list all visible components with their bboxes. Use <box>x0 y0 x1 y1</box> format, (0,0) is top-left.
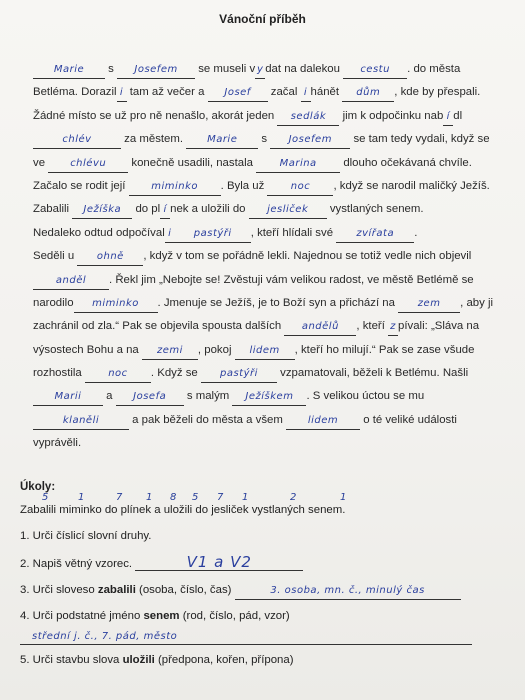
answer-blank: í <box>160 204 170 219</box>
answer-blank: zem <box>398 298 460 313</box>
answer-blank: Josefa <box>116 391 184 406</box>
answer-blank: noc <box>85 368 151 383</box>
story-line-9 <box>33 245 503 268</box>
task-2-answer: V1 a V2 <box>135 556 303 571</box>
story-text-segment: začal <box>270 86 298 99</box>
story-line-3 <box>33 105 503 128</box>
answer-blank: cestu <box>343 64 407 79</box>
answer-blank: pastýři <box>175 228 251 243</box>
story-text-segment: tam až večer a <box>129 86 205 99</box>
word-class-number: 8 <box>170 492 177 503</box>
story-line-16 <box>33 409 503 432</box>
story-text-segment: hánět <box>310 86 340 99</box>
story-text-segment: vystlaných senem. <box>329 203 424 216</box>
story-text-segment: a <box>106 390 113 403</box>
story-text-segment: za městem. <box>124 133 184 146</box>
answer-blank: miminko <box>74 298 158 313</box>
answer-blank: chlévu <box>48 158 128 173</box>
story-line-14 <box>33 362 503 385</box>
story-text-segment: Žádné místo se už pro ně nenašlo, akorát jeden <box>33 109 275 122</box>
story-line-10 <box>33 269 503 292</box>
story-text-segment: pívali: „Sláva na <box>398 320 480 333</box>
story-text-segment: , kde by přespali. <box>394 86 481 99</box>
story-text-segment: konečně usadili, nastala <box>131 156 253 169</box>
tasks-heading: Úkoly: <box>20 481 56 493</box>
story-line-8 <box>33 222 503 245</box>
task-1: 1. Urči číslicí slovní druhy. <box>20 530 152 542</box>
story-line-11 <box>33 292 503 315</box>
task-5-label: 5. Urči stavbu slova <box>20 654 123 666</box>
word-class-number: 5 <box>192 492 199 503</box>
story-text-segment: . Když se <box>150 367 198 380</box>
word-class-number: 1 <box>242 492 249 503</box>
story-text-segment: dl <box>453 109 463 122</box>
story-text-segment: Nedaleko odtud odpočíval <box>33 226 165 239</box>
story-text-segment: . Jmenuje se Ježíš, je to Boží syn a přichází na <box>157 296 395 309</box>
answer-blank: y <box>255 64 265 79</box>
answer-blank: i <box>117 87 127 102</box>
story-text-segment: , kteří hlídali své <box>250 226 334 239</box>
story-text-segment: , když v tom se pořádně lekli. Najednou se totiž vedle nich objevil <box>143 250 472 263</box>
story-text-segment: se museli v <box>198 63 256 75</box>
answer-blank: miminko <box>129 181 221 196</box>
story-text-segment: rozhostila <box>33 367 82 380</box>
task-5-word: uložili <box>122 654 155 666</box>
task-5-hint: (předpona, kořen, přípona) <box>154 654 294 666</box>
story-text-segment: s malým <box>186 390 230 403</box>
task-4 <box>20 610 290 622</box>
answer-blank: zemi <box>142 345 198 360</box>
answer-blank: zvířata <box>336 228 414 243</box>
task-3-verb: zabalili <box>97 584 136 596</box>
story-text-segment: se tam tedy vydali, když se <box>353 133 490 146</box>
task-3-answer: 3. osoba, mn. č., minulý čas <box>235 585 461 600</box>
story-text-segment: jim k odpočinku nab <box>342 109 444 122</box>
answer-blank: z <box>388 321 398 336</box>
word-class-number: 5 <box>42 492 49 503</box>
task-2 <box>20 553 303 571</box>
answer-blank: Josef <box>208 87 268 102</box>
answer-blank: Marina <box>256 158 340 173</box>
story-text-segment: Zabalili <box>33 203 70 216</box>
story-text-segment: zachránil od zla.“ Pak se objevila spousta dalších <box>33 320 282 333</box>
answer-blank: jesliček <box>249 204 327 219</box>
story-line-13 <box>33 339 503 362</box>
task-3-hint: (osoba, číslo, čas) <box>135 584 232 596</box>
task-4-label: 4. Urči podstatné jméno <box>20 610 144 622</box>
answer-blank: sedlák <box>277 111 339 126</box>
story-line-17 <box>33 432 503 455</box>
story-line-2 <box>33 81 503 104</box>
answer-blank: Marii <box>33 391 103 406</box>
answer-blank: dům <box>342 87 394 102</box>
story-text-segment: s <box>261 133 268 146</box>
answer-blank: i <box>165 228 175 243</box>
story-text-segment: Betléma. Dorazil <box>33 86 117 99</box>
answer-blank: anděl <box>33 275 109 290</box>
task-4-noun: senem <box>143 610 180 622</box>
answer-blank: pastýři <box>201 368 277 383</box>
task-4-answer-line <box>20 630 472 645</box>
answer-blank: Marie <box>33 64 105 79</box>
word-class-number: 7 <box>116 492 123 503</box>
story-text-segment: dlouho očekávaná chvíle. <box>343 156 472 169</box>
story-text-segment: Začalo se rodit její <box>33 179 126 192</box>
story-text-segment: , když se narodil maličký Ježíš. <box>333 179 490 192</box>
story-text-segment: vyprávěli. <box>33 437 82 450</box>
story-line-12 <box>33 315 503 338</box>
story-text-segment: , kteří ho milují.“ Pak se zase všude <box>294 343 475 356</box>
story-line-4 <box>33 128 503 151</box>
task-2-label: 2. Napiš větný vzorec. <box>20 558 133 570</box>
word-class-number: 1 <box>146 492 153 503</box>
word-class-number: 2 <box>290 492 297 503</box>
task-sentence: Zabalili miminko do plínek a uložili do jesliček vystlaných senem. <box>20 504 346 516</box>
answer-blank: lidem <box>286 415 360 430</box>
word-class-numbers <box>20 492 500 504</box>
story-text <box>33 58 503 456</box>
story-text-segment: a pak běželi do města a všem <box>132 413 283 426</box>
story-line-15 <box>33 385 503 408</box>
answer-blank: i <box>301 87 311 102</box>
story-text-segment: , kteří <box>356 320 385 333</box>
word-class-number: 1 <box>78 492 85 503</box>
story-line-7 <box>33 198 503 221</box>
story-text-segment: do pl <box>135 203 161 216</box>
task-3 <box>20 584 461 600</box>
answer-blank: Josefem <box>270 134 350 149</box>
story-text-segment: výsostech Bohu a na <box>33 343 139 356</box>
story-text-segment: Seděli u <box>33 250 75 263</box>
story-text-segment: narodilo <box>33 296 74 309</box>
answer-blank: í <box>443 111 453 126</box>
word-class-number: 1 <box>340 492 347 503</box>
story-text-segment: . Řekl jim „Nebojte se! Zvěstuji vám velikou radost, ve městě Betlémě se <box>109 273 474 286</box>
answer-blank: Marie <box>186 134 258 149</box>
story-text-segment: . <box>414 226 418 239</box>
story-text-segment: . do města <box>407 63 461 75</box>
story-text-segment: , pokoj <box>197 343 232 356</box>
answer-blank: Ježíška <box>72 204 132 219</box>
story-text-segment: o té veliké události <box>363 413 457 426</box>
story-line-5 <box>33 152 503 175</box>
story-text-segment: . S velikou úctou se mu <box>306 390 425 403</box>
answer-blank: klaněli <box>33 415 129 430</box>
answer-blank: lidem <box>235 345 295 360</box>
task-3-label: 3. Urči sloveso <box>20 584 98 596</box>
task-4-answer: střední j. č., 7. pád, město <box>20 631 472 645</box>
answer-blank: ohně <box>77 251 143 266</box>
story-line-1 <box>33 58 503 81</box>
answer-blank: andělů <box>284 321 356 336</box>
story-text-segment: ve <box>33 156 46 169</box>
answer-blank: Ježíškem <box>232 391 306 406</box>
answer-blank: noc <box>267 181 333 196</box>
story-text-segment: , aby ji <box>460 296 494 309</box>
story-text-segment: nek a uložili do <box>170 203 246 216</box>
task-5 <box>20 654 294 666</box>
task-4-hint: (rod, číslo, pád, vzor) <box>179 610 290 622</box>
answer-blank: Josefem <box>117 64 195 79</box>
story-text-segment: . Byla už <box>220 179 265 192</box>
story-line-6 <box>33 175 503 198</box>
story-text-segment: vzpamatovali, běželi k Betlému. Našli <box>280 367 469 380</box>
answer-blank: chlév <box>33 134 121 149</box>
worksheet-title: Vánoční příběh <box>219 12 306 26</box>
word-class-number: 7 <box>217 492 224 503</box>
story-text-segment: s <box>108 63 114 75</box>
story-text-segment: dat na dalekou <box>265 63 340 75</box>
